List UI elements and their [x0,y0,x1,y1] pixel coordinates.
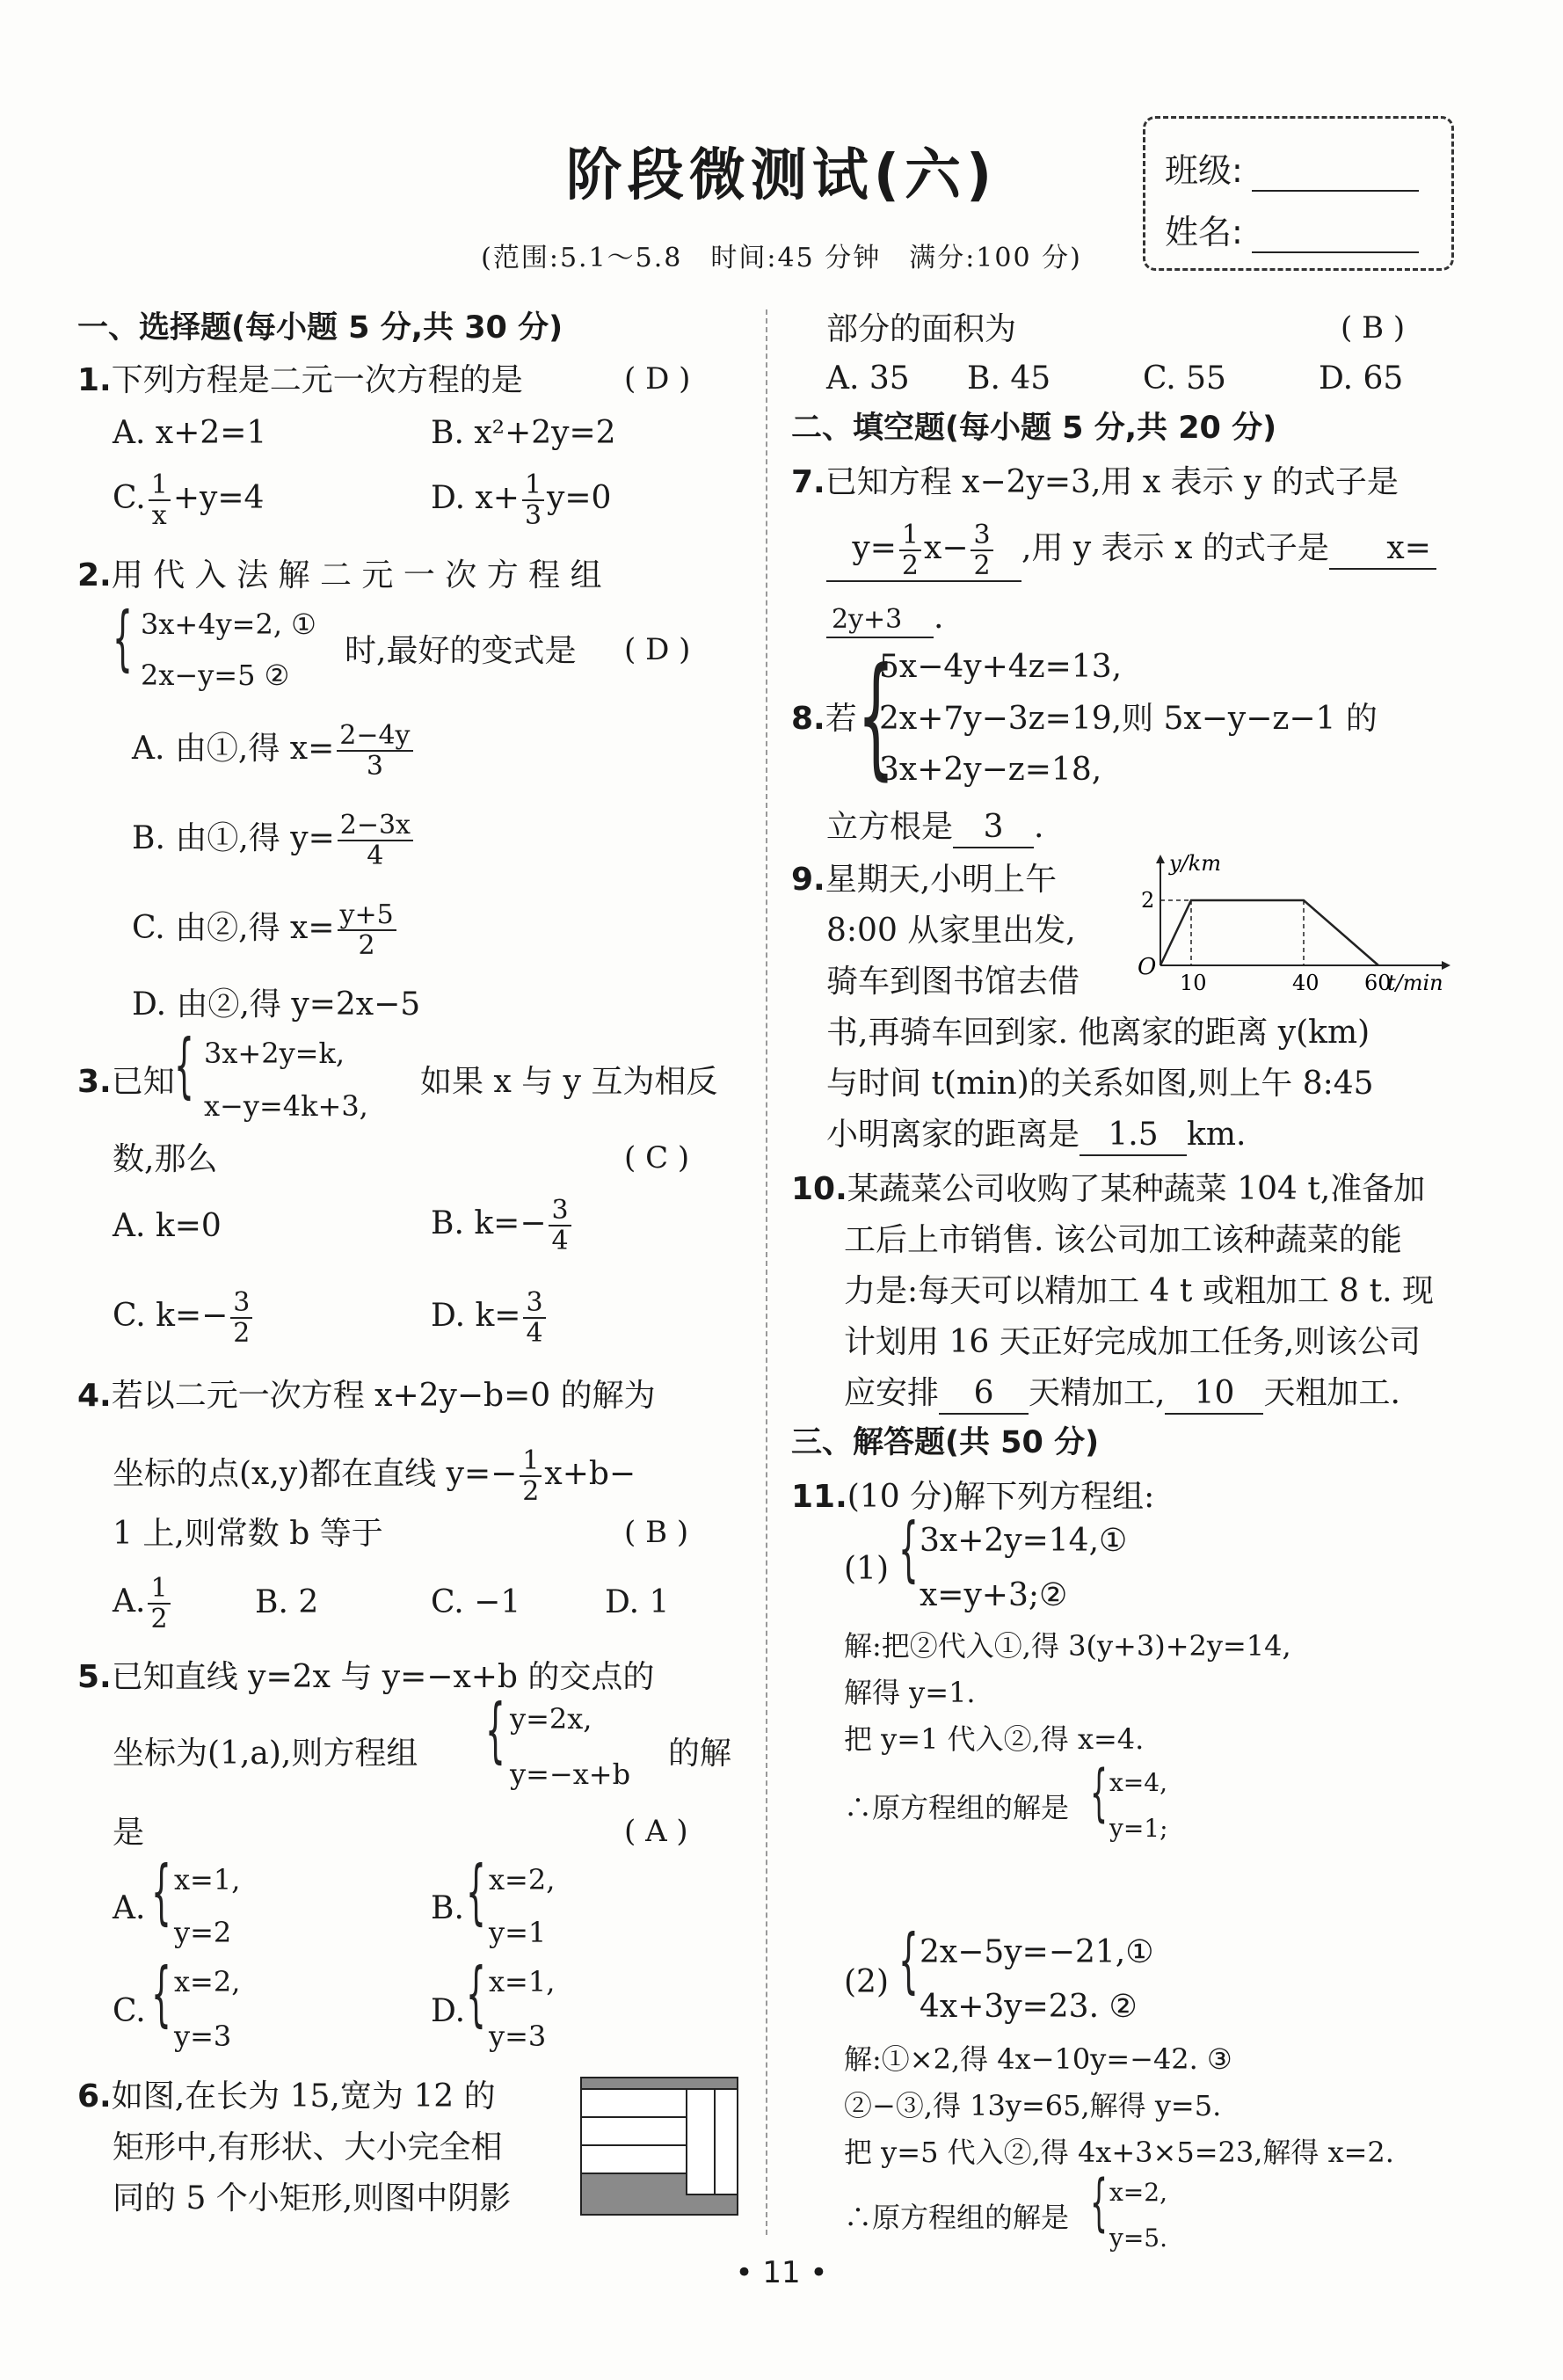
q4-line-1: 若以二元一次方程 x+2y−b=0 的解为 [111,1378,656,1414]
q9-tick-60: 60 [1364,971,1392,995]
q3-eq2: x−y=4k+3, [204,1089,368,1123]
q11-part1-eq1: 3x+2y=14,① [920,1523,1128,1559]
q11-part1-step1: 解:把②代入①,得 3(y+3)+2y=14, [844,1629,1291,1663]
q2-number: 2. [77,557,112,593]
section-1-heading: 一、选择题(每小题 5 分,共 30 分) [77,310,563,346]
question-8 [791,699,857,739]
q1-d-den: 3 [524,500,542,531]
q1-c-den: x [151,500,167,531]
section-3-heading: 三、解答题(共 50 分) [791,1425,1100,1460]
q7-b1-n2: 3 [971,520,992,551]
q3-d-fraction [523,1288,545,1348]
section-2-heading: 二、填空题(每小题 5 分,共 20 分) [791,411,1277,446]
q11-part2-step4: ∴原方程组的解是 [844,2201,1070,2234]
q9-line-4: 书,再骑车回到家. 他离家的距离 y(km) [826,1015,1370,1051]
q4-option-c: C. −1 [431,1584,521,1620]
question-3 [77,1062,175,1102]
question-4 [77,1376,656,1416]
q7-b1-n1: 1 [899,520,921,551]
q2-stem-2: 时,最好的变式是 [345,633,577,669]
q2-a-label: A. 由①,得 x= [132,731,335,767]
q6-number: 6. [77,2078,112,2114]
q2-a-num: 2−4y [337,721,412,752]
q10-blank-1[interactable]: 6 [939,1373,1029,1415]
q2-option-c [132,900,399,960]
q8-post: 则 5x−y−z−1 的 [1122,701,1378,737]
q7-b1-d1: 2 [901,550,920,581]
q5-line-1: 已知直线 y=2x 与 y=−x+b 的交点的 [111,1659,655,1695]
q4-number: 4. [77,1378,112,1414]
q3-stem: 如果 x 与 y 互为相反 [420,1064,718,1100]
class-row [1165,143,1419,192]
q2-answer: ( D ) [624,632,691,667]
q5-c-brace: { [151,1953,171,2034]
question-5 [77,1657,654,1697]
q7-b1-frac2 [971,520,992,580]
q9-line-1: 星期天,小明上午 [825,862,1058,898]
question-10 [791,1169,1425,1209]
q2-b-label: B. 由①,得 y= [132,820,335,856]
q1-option-d [431,470,611,530]
q11-part1-label: (1) [844,1551,889,1587]
q4-frac-den: 2 [522,1476,540,1507]
q9-distance-line [1160,900,1378,965]
q3-option-d [431,1288,549,1348]
q6-option-d: D. 65 [1319,360,1404,397]
q3-d-den: 4 [526,1318,543,1349]
q9-number: 9. [791,862,825,898]
q4-line-2-pre: 坐标的点(x,y)都在直线 y=− [113,1456,518,1492]
q5-a-line2: y=2 [174,1916,232,1949]
q11-part1-result2: y=1; [1109,1814,1168,1843]
q9-distance-time-graph [1125,851,1459,1001]
q4-line-3: 1 上,则常数 b 等于 [113,1516,383,1552]
q9-ylabel: y/km [1169,851,1221,876]
q11-part1-result1: x=4, [1109,1768,1167,1797]
q9-tick-40: 40 [1292,971,1319,995]
q8-line-2-text: 立方根是 [826,809,954,845]
q1-option-c [113,470,264,530]
q6-option-a: A. 35 [826,360,910,397]
q3-option-b [431,1196,574,1256]
q11-stem: (10 分)解下列方程组: [847,1479,1155,1515]
q2-eq1: 3x+4y=2, ① [141,608,316,641]
q2-b-num: 2−3x [338,811,413,841]
page-title: 阶段微测试(六) [565,143,998,208]
q11-part1-brace: { [898,1508,919,1590]
q9-line-2: 8:00 从家里出发, [826,913,1076,949]
q3-number: 3. [77,1064,112,1100]
q7-b1-d2: 2 [973,550,991,581]
q11-part2-brace: { [898,1919,919,2001]
q3-c-label: C. k=− [113,1298,229,1334]
q10-blank-2[interactable]: 10 [1165,1373,1263,1415]
q3-eq1: 3x+2y=k, [204,1037,345,1070]
q9-line-6-text: 小明离家的距离是 [826,1117,1080,1153]
q6-line-1: 如图,在长为 15,宽为 12 的 [111,2078,496,2114]
q2-b-den: 4 [367,841,384,871]
q9-x-arrow [1442,961,1450,970]
q8-eq2 [879,699,1378,739]
q7-b1-pre: y= [852,530,897,566]
q8-blank[interactable]: 3 [953,807,1034,848]
q1-c-fraction [149,470,171,530]
q7-end: . [934,600,944,636]
q5-d-line1: x=1, [489,1965,556,1998]
q2-option-d: D. 由②,得 y=2x−5 [132,986,421,1023]
q7-b1-mid: x− [924,530,969,566]
q10-line-5 [844,1373,1400,1415]
q5-brace: { [485,1689,505,1771]
q11-part2-label: (2) [844,1964,889,2000]
q10-number: 10. [791,1171,847,1207]
q2-c-label: C. 由②,得 x= [132,910,335,946]
q11-part2-step3: 把 y=5 代入②,得 4x+3×5=23,解得 x=2. [844,2136,1394,2169]
column-divider [766,309,767,2235]
q5-answer: ( A ) [624,1814,688,1849]
q7-line-2 [826,520,1436,582]
q9-xlabel: t/min [1387,971,1443,995]
q5-b-line2: y=1 [489,1916,547,1949]
q2-b-fraction [338,811,413,870]
q5-eq1: y=2x, [510,1702,592,1736]
q11-part1-step3: 把 y=1 代入②,得 x=4. [844,1722,1145,1756]
q10-line-5-pre: 应安排 [844,1375,940,1411]
q9-line-3: 骑车到图书馆去借 [826,964,1080,1000]
q8-end: . [1034,809,1044,845]
q7-blank-3[interactable]: 2y+3 [826,603,934,638]
q4-answer: ( B ) [624,1515,689,1550]
q10-line-2: 工后上市销售. 该公司加工该种蔬菜的能 [844,1222,1402,1258]
q5-c-line1: x=2, [174,1965,241,1998]
q1-d-fraction [522,470,544,530]
q9-line-5: 与时间 t(min)的关系如图,则上午 8:45 [826,1066,1374,1102]
student-info-box [1143,116,1454,271]
q5-line-3: 是 [113,1815,145,1851]
q2-brace: { [113,597,133,679]
q3-c-num: 3 [230,1288,252,1319]
question-1 [77,360,523,400]
q11-part1-step2: 解得 y=1. [844,1676,976,1709]
q5-b-line1: x=2, [489,1863,556,1896]
q7-number: 7. [791,464,825,500]
question-11 [791,1477,1154,1517]
q8-eq3: 3x+2y−z=18, [879,752,1102,788]
q3-b-fraction [549,1196,571,1256]
q1-c-num: 1 [149,470,171,501]
q1-d-rest: y=0 [547,480,612,516]
q1-c-rest: +y=4 [172,480,265,516]
q11-part2-eq2: 4x+3y=23. ② [920,1989,1138,2025]
q3-d-num: 3 [523,1288,545,1319]
q11-part2-result2: y=5. [1109,2224,1167,2253]
q3-c-fraction [230,1288,252,1348]
q3-pre: 已知 [111,1064,175,1100]
q1-c-label: C. [113,480,146,516]
q11-part1-eq2: x=y+3;② [920,1577,1068,1613]
q1-option-a: A. x+2=1 [113,415,267,451]
q2-c-den: 2 [358,930,375,961]
q4-line-2-post: x+b− [544,1456,636,1492]
q5-b-brace: { [466,1851,486,1932]
q11-number: 11. [791,1479,847,1515]
q10-line-4: 计划用 16 天正好完成加工任务,则该公司 [844,1324,1421,1360]
q9-origin: O [1138,954,1157,980]
q3-b-num: 3 [549,1196,571,1226]
name-label: 姓名: [1165,213,1243,251]
q11-part2-result-brace: { [1090,2166,1109,2238]
q3-brace: { [174,1024,194,1106]
q3-c-den: 2 [233,1318,251,1349]
question-9 [791,860,1057,899]
q4-a-label: A. [113,1583,146,1619]
q6-small-rect-2 [581,2117,687,2145]
q8-brace: { [857,640,895,793]
q1-d-label: D. x+ [431,480,520,516]
q5-option-d: D. [431,1993,466,2029]
q8-number: 8. [791,701,825,737]
q5-d-brace: { [466,1953,486,2034]
q3-option-c [113,1288,255,1348]
class-field[interactable] [1252,164,1419,192]
q2-c-fraction [338,900,396,960]
q8-line-2 [826,807,1043,848]
page-subtitle: (范围:5.1～5.8 时间:45 分钟 满分:100 分) [481,243,1082,273]
page-number: • 11 • [735,2255,828,2290]
q5-eq2: y=−x+b [510,1758,631,1791]
q2-option-a [132,721,416,781]
q7-blank-2[interactable]: x= [1329,528,1436,570]
q10-mid: 天精加工, [1029,1375,1166,1411]
q5-option-a: A. [113,1890,146,1926]
q7-mid-text: ,用 y 表示 x 的式子是 [1021,530,1329,566]
q9-unit: km. [1187,1117,1247,1153]
q6-answer: ( B ) [1341,310,1406,346]
q1-answer: ( D ) [624,361,691,397]
q2-c-num: y+5 [338,900,396,931]
q5-c-line2: y=3 [174,2020,232,2053]
q6-small-rect-1 [581,2089,687,2117]
q7-line-3 [826,598,943,638]
q5-option-b: B. [431,1890,464,1926]
q4-option-d: D. 1 [605,1584,670,1620]
q6-line-4: 部分的面积为 [826,311,1017,347]
q4-frac-num: 1 [520,1446,542,1477]
q5-option-c: C. [113,1993,146,2029]
q2-option-b [132,811,416,870]
q11-part2-eq1: 2x−5y=−21,① [920,1934,1154,1970]
q7-b1-frac1 [899,520,921,580]
q6-small-rect-3 [581,2145,687,2173]
class-label: 班级: [1165,151,1243,190]
q3-d-label: D. k= [431,1298,521,1334]
question-7 [791,462,1399,502]
q6-rectangle-figure [580,2077,738,2216]
q11-part2-result1: x=2, [1109,2178,1167,2207]
q10-end: 天粗加工. [1263,1375,1400,1411]
q3-stem-2: 数,那么 [113,1141,218,1177]
q4-line-2 [113,1446,636,1506]
q2-a-den: 3 [366,751,383,782]
q8-pre: 若 [825,701,857,737]
q6-line-2: 矩形中,有形状、大小完全相 [113,2129,503,2165]
q5-a-brace: { [151,1851,171,1932]
q2-stem: 用 代 入 法 解 二 元 一 次 方 程 组 [111,557,602,593]
q11-part1-result-brace: { [1090,1757,1109,1829]
q9-tick-10: 10 [1180,971,1207,995]
q4-a-num: 1 [148,1574,170,1605]
q4-fraction [520,1446,542,1506]
q10-line-3: 力是:每天可以精加工 4 t 或粗加工 8 t. 现 [844,1273,1434,1309]
q6-option-b: B. 45 [967,360,1051,397]
q11-part2-step1: 解:①×2,得 4x−10y=−42. ③ [844,2042,1232,2076]
q2-eq2: 2x−y=5 ② [141,659,290,692]
q8-eq2-text: 2x+7y−3z=19, [879,701,1123,737]
q3-b-label: B. k=− [431,1205,547,1241]
q3-b-den: 4 [551,1226,569,1256]
q5-number: 5. [77,1659,112,1695]
question-2 [77,556,602,595]
q11-part2-step2: ②−③,得 13y=65,解得 y=5. [844,2089,1222,2122]
q4-a-fraction [148,1574,170,1634]
q9-blank[interactable]: 1.5 [1080,1115,1187,1156]
q8-eq1: 5x−4y+4z=13, [879,649,1123,685]
q6-option-c: C. 55 [1143,360,1226,397]
q5-line-2b: 的解 [668,1736,732,1772]
q5-d-line2: y=3 [489,2020,547,2053]
q1-d-num: 1 [522,470,544,501]
q4-option-a [113,1574,173,1634]
q1-stem: 下列方程是二元一次方程的是 [111,362,523,398]
q7-blank-1[interactable] [826,520,1021,582]
q9-line-6 [826,1115,1246,1156]
question-6 [77,2077,496,2116]
q1-option-b: B. x²+2y=2 [431,415,616,451]
q7-line-1: 已知方程 x−2y=3,用 x 表示 y 的式子是 [825,464,1399,500]
name-row [1165,205,1419,253]
q5-a-line1: x=1, [174,1863,241,1896]
name-field[interactable] [1252,225,1419,253]
q6-line-3: 同的 5 个小矩形,则图中阴影 [113,2180,512,2216]
q11-part1-step4: ∴原方程组的解是 [844,1791,1070,1824]
q3-answer: ( C ) [624,1140,690,1175]
q6-small-rect-5 [715,2089,738,2194]
q4-option-b: B. 2 [255,1584,319,1620]
q5-line-2: 坐标为(1,a),则方程组 [113,1736,418,1772]
q2-a-fraction [337,721,412,781]
q9-y-arrow [1156,855,1165,863]
q1-number: 1. [77,362,112,398]
q6-small-rect-4 [687,2089,715,2194]
q4-a-den: 2 [150,1604,168,1634]
q10-line-1: 某蔬菜公司收购了某种蔬菜 104 t,准备加 [847,1171,1426,1207]
q3-option-a: A. k=0 [113,1208,222,1244]
q9-tick-2: 2 [1141,888,1155,913]
